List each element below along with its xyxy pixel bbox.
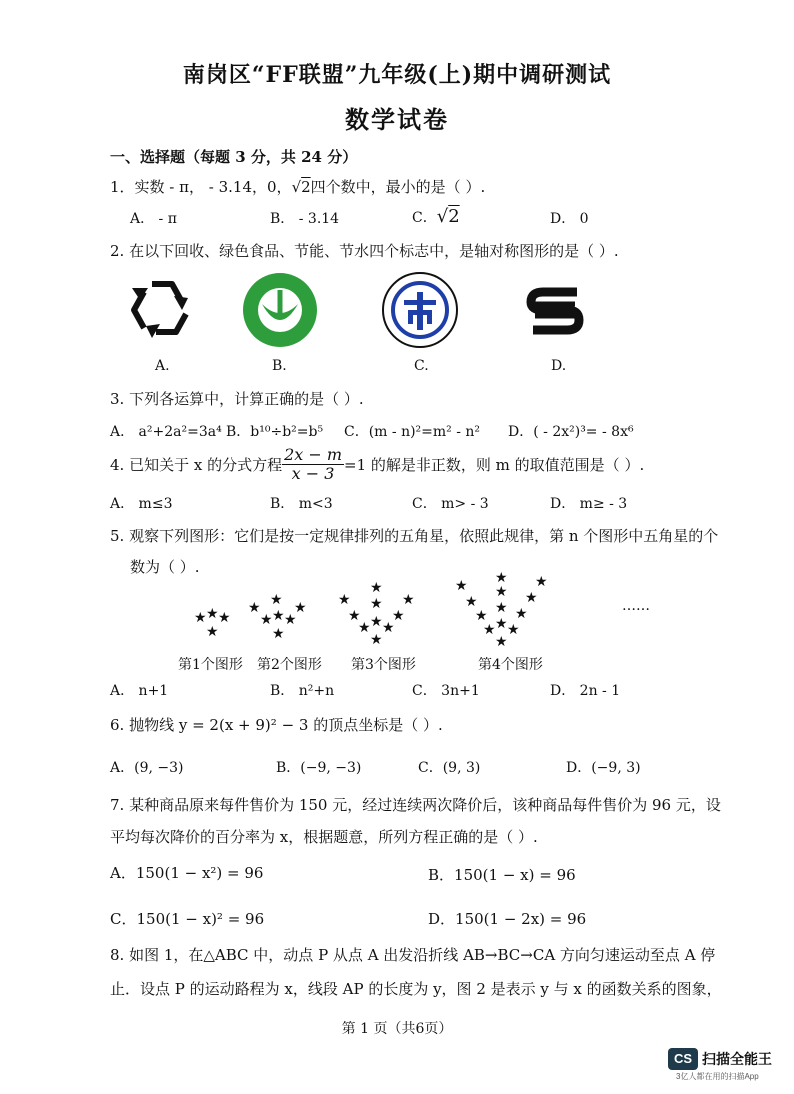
question-5: 5. 观察下列图形：它们是按一定规律排列的五角星，依照此规律，第 n 个图形中五角星的个 bbox=[110, 527, 719, 545]
q6-option-d: D．(−9, 3) bbox=[566, 760, 641, 776]
camscanner-logo-icon: CS bbox=[668, 1048, 698, 1070]
star-figure-2-label: 第2个图形 bbox=[257, 657, 322, 673]
q4-option-b: B． m<3 bbox=[270, 496, 333, 512]
star-figure-4: ★ ★ ★ ★ ★ ★ ★ ★ ★ ★ ★ ★ ★ bbox=[455, 570, 548, 650]
star-figure-2: ★ ★ ★ ★ ★ ★ ★ bbox=[248, 592, 307, 642]
q6-option-c: C．(9, 3) bbox=[418, 760, 481, 776]
q4-stem-a: 4. 已知关于 x 的分式方程 bbox=[110, 455, 283, 474]
section-heading: 一、选择题（每题 3 分，共 24 分） bbox=[110, 148, 358, 166]
question-2: 2. 在以下回收、绿色食品、节能、节水四个标志中，是轴对称图形的是（ ）. bbox=[110, 242, 619, 260]
q6-option-b: B．(−9, −3) bbox=[276, 760, 362, 776]
q4-fraction-numerator: 2x − m bbox=[284, 444, 343, 464]
question-7-cont: 平均每次降价的百分率为 x，根据题意，所列方程正确的是（ ）. bbox=[110, 828, 538, 846]
q2-label-c: C. bbox=[414, 358, 429, 374]
question-7: 7. 某种商品原来每件售价为 150 元，经过连续两次降价后，该种商品每件售价为 96 元，设 bbox=[110, 796, 721, 814]
q1-option-d: D． 0 bbox=[550, 211, 589, 227]
q5-option-c: C． 3n+1 bbox=[412, 683, 480, 699]
question-1 bbox=[110, 176, 485, 197]
q3-option-c: C．(m - n)²=m² - n² bbox=[344, 424, 481, 440]
q5-option-d: D． 2n - 1 bbox=[550, 683, 621, 699]
q4-fraction bbox=[282, 446, 344, 483]
star-figure-1-label: 第1个图形 bbox=[178, 657, 243, 673]
q4-option-a: A． m≤3 bbox=[110, 496, 173, 512]
question-6: 6. 抛物线 y = 2(x + 9)² − 3 的顶点坐标是（ ）. bbox=[110, 716, 443, 734]
q1-option-c: C．√2 bbox=[412, 206, 460, 227]
star-ellipsis: …… bbox=[622, 598, 650, 614]
q7-option-d: D．150(1 − 2x) = 96 bbox=[428, 910, 587, 928]
q4-fraction-denominator: x − 3 bbox=[291, 463, 335, 483]
q3-option-d: D．( - 2x²)³= - 8x⁶ bbox=[508, 424, 634, 440]
q2-label-d: D. bbox=[551, 358, 567, 374]
green-food-icon bbox=[240, 270, 320, 350]
question-5-cont: 数为（ ）. bbox=[130, 558, 200, 576]
q4-option-d: D． m≥ - 3 bbox=[550, 496, 628, 512]
q1-option-a: A． - π bbox=[130, 211, 177, 227]
q2-label-a: A. bbox=[155, 358, 170, 374]
q1-option-b: B． - 3.14 bbox=[270, 211, 340, 227]
energy-saving-icon bbox=[380, 270, 460, 350]
q5-option-a: A． n+1 bbox=[110, 683, 169, 699]
q6-option-a: A．(9, −3) bbox=[110, 760, 184, 776]
q2-label-b: B. bbox=[272, 358, 287, 374]
q4-option-c: C． m> - 3 bbox=[412, 496, 489, 512]
star-figure-1: ★ ★ ★ ★ bbox=[194, 606, 231, 640]
star-figure-3: ★ ★ ★ ★ ★ ★ ★ ★ ★ ★ bbox=[338, 580, 415, 648]
recycle-icon bbox=[122, 270, 202, 350]
q4-stem-b: =1 的解是非正数，则 m 的取值范围是（ ）. bbox=[344, 455, 645, 474]
camscanner-tagline: 3亿人都在用的扫描App bbox=[676, 1072, 759, 1081]
question-8-cont: 止．设点 P 的运动路程为 x，线段 AP 的长度为 y，图 2 是表示 y 与 x 的函数关系的图象， bbox=[110, 980, 722, 998]
q7-option-b: B．150(1 − x) = 96 bbox=[428, 866, 576, 884]
q3-option-b: B．b¹⁰÷b²=b⁵ bbox=[226, 424, 324, 440]
star-figure-4-label: 第4个图形 bbox=[478, 657, 543, 673]
q1-sqrt: √2 bbox=[291, 178, 311, 196]
q7-option-a: A．150(1 − x²) = 96 bbox=[110, 864, 264, 882]
question-3: 3. 下列各运算中，计算正确的是（ ）. bbox=[110, 390, 364, 408]
page-number: 第 1 页（共6页） bbox=[341, 1021, 453, 1037]
q7-option-c: C．150(1 − x)² = 96 bbox=[110, 910, 265, 928]
water-saving-icon bbox=[515, 268, 595, 348]
camscanner-app-name: 扫描全能王 bbox=[702, 1051, 772, 1067]
exam-subtitle: 数学试卷 bbox=[345, 105, 449, 134]
exam-title: 南岗区“FF联盟”九年级(上)期中调研测试 bbox=[182, 62, 612, 88]
question-8: 8. 如图 1，在△ABC 中，动点 P 从点 A 出发沿折线 AB→BC→CA 方向匀速运动至点 A 停 bbox=[110, 946, 716, 964]
q1-stem-b: 四个数中，最小的是（ ）. bbox=[310, 178, 486, 196]
question-4 bbox=[110, 444, 644, 484]
q3-option-a: A． a²+2a²=3a⁴ bbox=[110, 424, 222, 440]
q1-stem-a: 1．实数 - π， - 3.14，0， bbox=[110, 178, 292, 196]
q5-option-b: B． n²+n bbox=[270, 683, 335, 699]
star-figure-3-label: 第3个图形 bbox=[351, 657, 416, 673]
